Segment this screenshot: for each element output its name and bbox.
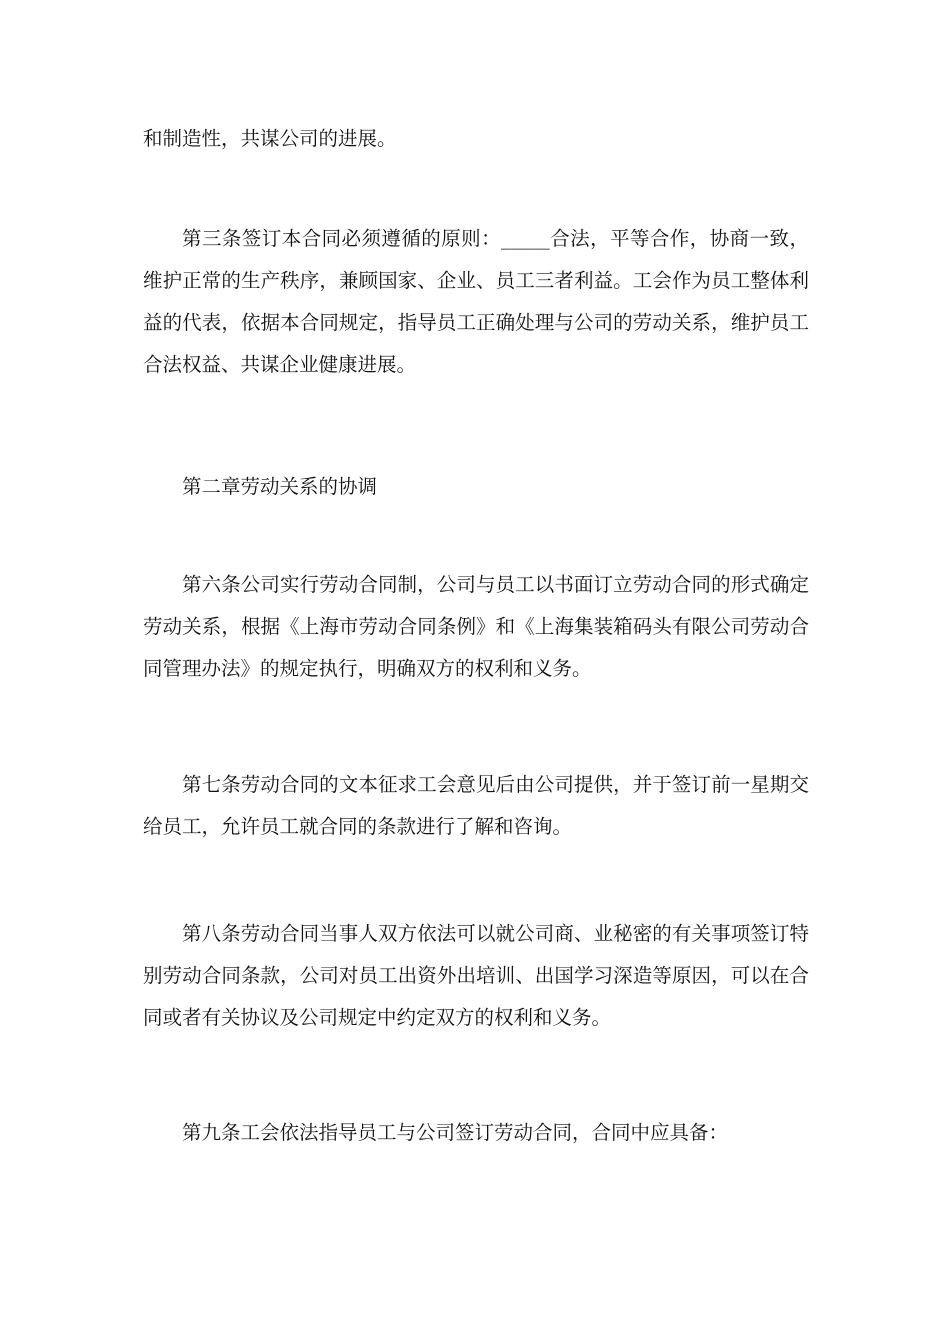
paragraph-article-9: 第九条工会依法指导员工与公司签订劳动合同，合同中应具备： [182,1121,729,1144]
paragraph-continuation: 和制造性，共谋公司的进展。 [143,127,397,150]
paragraph-article-7: 第七条劳动合同的文本征求工会意见后由公司提供，并于签订前一星期交给员工，允许员工就合同的条款进行了解和咨询。 [143,773,809,838]
paragraph-article-6: 第六条公司实行劳动合同制，公司与员工以书面订立劳动合同的形式确定劳动关系，根据《上海市劳动合同条例》和《上海集装箱码头有限公司劳动合同管理办法》的规定执行，明确双方的权利和义务。 [143,573,809,680]
paragraph-article-3: 第三条签订本合同必须遵循的原则：_____合法，平等合作，协商一致，维护正常的生产秩序，兼顾国家、企业、员工三者利益。工会作为员工整体利益的代表，依据本合同规定，指导员工正确处理与公司的劳动关系，维护员工合法权益、共谋企业健康进展。 [143,227,809,376]
paragraph-article-8: 第八条劳动合同当事人双方依法可以就公司商、业秘密的有关事项签订特别劳动合同条款，公司对员工出资外出培训、出国学习深造等原因，可以在合同或者有关协议及公司规定中约定双方的权利和义务。 [143,922,809,1029]
chapter-heading: 第二章劳动关系的协调 [182,475,378,498]
